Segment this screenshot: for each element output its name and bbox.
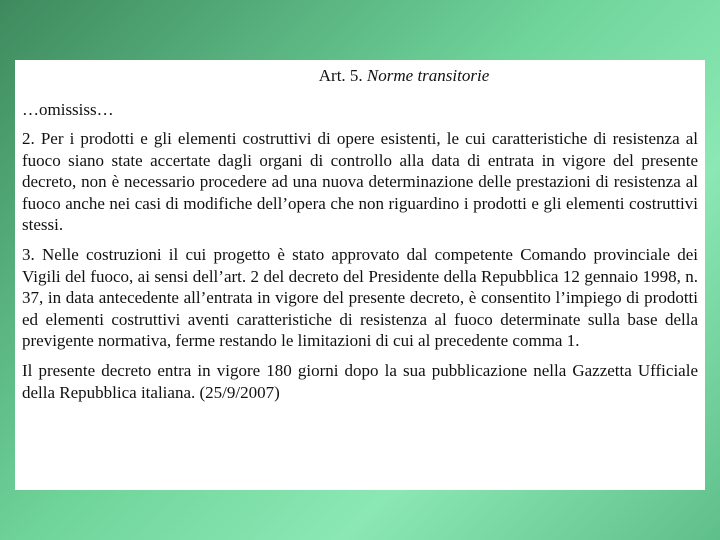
article-heading [22,66,698,86]
document-panel [15,60,705,490]
omissis-text: …omississ… [22,100,114,119]
paragraph-entry-into-force: Il presente decreto entra in vigore 180 giorni dopo la sua pubblicazione nella Gazzetta Ufficiale della Repubblica italiana. (25/9/2007) [22,360,698,402]
article-number: Art. 5. [318,66,363,85]
article-title: Norme transitorie [366,66,490,85]
paragraph-comma-3: 3. Nelle costruzioni il cui progetto è stato approvato dal competente Comando provinciale dei Vigili del fuoco, ai sensi dell’art. 2 del decreto del Presidente della Repubblica 12 gennaio 1998, n. 37, in data antecedente all’entrata in vigore del presente decreto, è consentito l’impiego di prodotti ed elementi costruttivi aventi caratteristiche di resistenza al fuoco determinate sulla base della previgente normativa, ferme restando le limitazioni di cui al precedente comma 1. [22,244,698,351]
paragraph-comma-2: 2. Per i prodotti e gli elementi costruttivi di opere esistenti, le cui caratteristiche di resistenza al fuoco siano state accertate dagli organi di controllo alla data di entrata in vigore del presente decreto, non è necessario procedere ad una nuova determinazione delle prestazioni di resistenza al fuoco anche nei casi di modifiche dell’opera che non riguardino i prodotti e gli elementi costruttivi stessi. [22,129,698,235]
